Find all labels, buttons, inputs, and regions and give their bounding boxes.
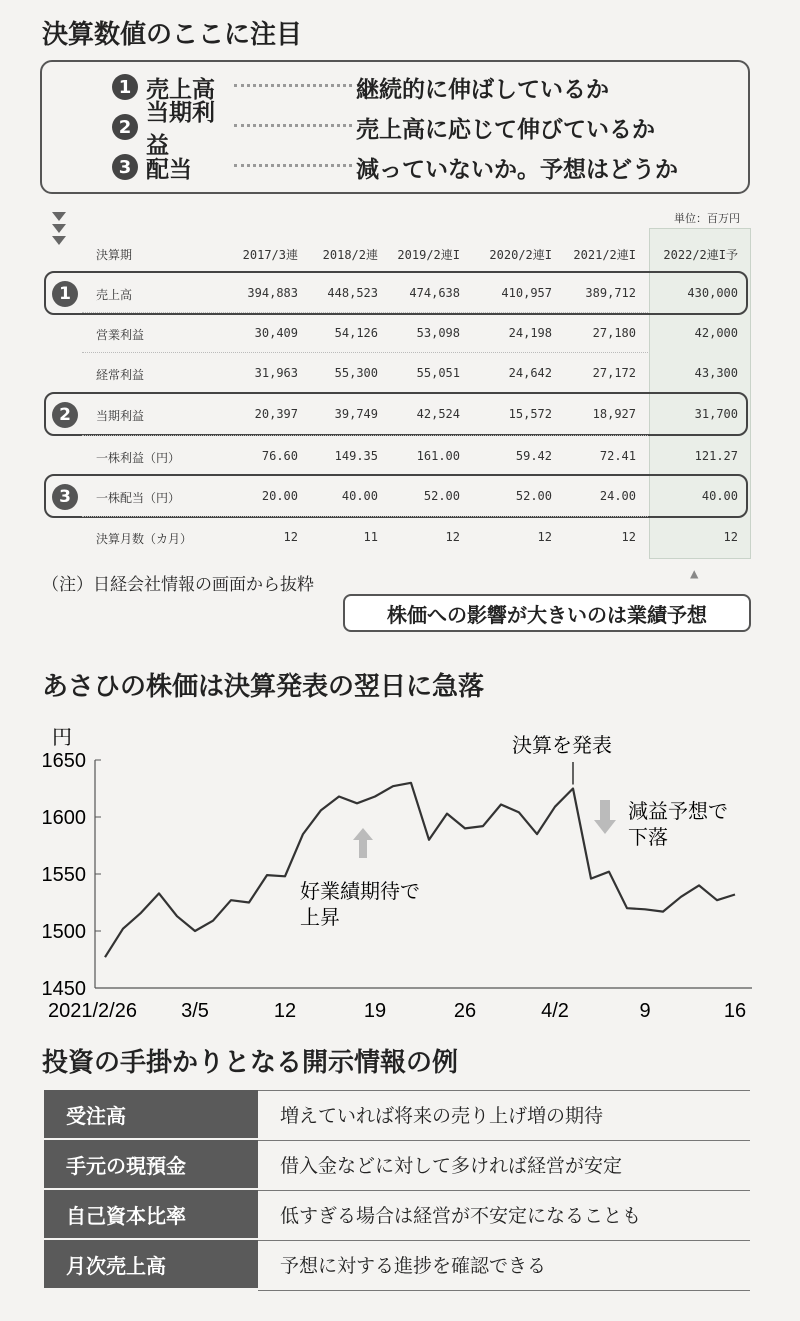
table-cell: 52.00 [423,489,460,503]
table-cell: 12 [283,530,298,544]
source-note: （注）日経会社情報の画面から抜粋 [42,575,314,595]
table-cell: 12 [723,530,738,544]
table-cell: 30,409 [254,326,298,340]
table-cell: 55,051 [416,366,460,380]
up-arrow-icon [353,828,373,858]
key-points-box [40,60,750,194]
unit-label: 単位：百万円 [674,212,740,225]
table-cell: 12 [621,530,636,544]
section2-title: あさひの株価は決算発表の翌日に急落 [42,672,485,702]
disclosure-desc: 借入金などに対して多ければ経営が安定 [258,1140,750,1188]
table-cell: 20,397 [254,407,298,421]
table-cell: 15,572 [508,407,552,421]
disclosure-row [44,1190,750,1238]
leader-dots [234,124,352,127]
row-label: 売上高 [96,288,133,302]
section3-title: 投資の手掛かりとなる開示情報の例 [42,1048,459,1078]
callout-box [343,594,751,632]
table-cell: 53,098 [416,326,460,340]
row-separator [82,516,648,517]
row-label: 経常利益 [96,368,145,382]
annotation-announcement: 決算を発表 [512,735,612,757]
key-point-desc: 継続的に伸ばしているか [356,76,609,103]
row-separator [82,435,648,436]
key-point-desc: 売上高に応じて伸びているか [356,116,655,143]
row-label: 一株配当（円） [96,491,181,505]
leader-dots [234,84,352,87]
x-tick-label: 2021/2/26 [48,1000,137,1022]
x-tick-label: 9 [639,1000,651,1022]
table-cell: 149.35 [334,449,378,463]
x-tick-label: 19 [363,1000,387,1022]
table-cell: 42,000 [694,326,738,340]
table-cell: 27,180 [592,326,636,340]
table-cell: 24,642 [508,366,552,380]
table-cell: 389,712 [585,286,636,300]
y-tick-label: 1600 [41,807,86,829]
table-cell: 72.41 [599,449,636,463]
table-cell: 40.00 [341,489,378,503]
y-ticks [42,750,102,1000]
table-cell: 12 [445,530,460,544]
y-tick-label: 1500 [41,921,86,943]
table-cell: 394,883 [247,286,298,300]
table-cell: 12 [537,530,552,544]
table-cell: 161.00 [416,449,460,463]
x-tick-label: 3/5 [181,1000,209,1022]
key-point [112,100,655,159]
disclosure-row [44,1140,750,1188]
row-label: 決算月数（カ月） [96,532,193,546]
row-label: 当期利益 [96,409,145,423]
column-header: 2017/3連 [242,248,298,262]
down-arrow-icon [594,800,616,834]
key-point-label: 配当 [146,156,192,183]
table-cell: 40.00 [701,489,738,503]
section1-title: 決算数値のここに注目 [42,20,303,50]
row-separator [82,352,648,353]
table-cell: 474,638 [409,286,460,300]
table-cell: 11 [363,530,378,544]
disclosure-label: 自己資本比率 [44,1190,258,1238]
key-point [112,149,678,185]
table-cell: 430,000 [687,286,738,300]
table-cell: 18,927 [592,407,636,421]
table-cell: 27,172 [592,366,636,380]
number-badge: 2 [52,402,78,428]
disclosure-label: 手元の現預金 [44,1140,258,1188]
leader-dots [234,164,352,167]
x-tick-label: 26 [453,1000,477,1022]
disclosure-desc: 低すぎる場合は経営が不安定になることも [258,1190,750,1238]
table-header-label: 決算期 [96,248,133,262]
disclosure-row [44,1240,750,1288]
x-tick-label: 16 [723,1000,747,1022]
y-tick-label: 1550 [41,864,86,886]
number-badge: 2 [112,114,138,140]
row-label: 一株利益（円） [96,451,181,465]
key-point-label: 当期利益 [146,100,215,159]
x-tick-label: 4/2 [541,1000,569,1022]
column-header: 2018/2連 [322,248,378,262]
table-cell: 76.60 [261,449,298,463]
table-cell: 43,300 [694,366,738,380]
table-cell: 39,749 [334,407,378,421]
callout-text: 株価への影響が大きいのは業績予想 [387,602,707,627]
x-ticks [48,1000,746,1022]
table-cell: 31,963 [254,366,298,380]
table-cell: 24.00 [599,489,636,503]
y-tick-label: 1450 [41,978,86,1000]
column-header: 2019/2連I [397,248,460,262]
disclosure-desc: 予想に対する進捗を確認できる [258,1240,750,1288]
column-header: 2020/2連I [489,248,552,262]
table-cell: 59.42 [515,449,552,463]
number-badge: 1 [112,74,138,100]
table-cell: 42,524 [416,407,460,421]
y-unit-label: 円 [52,727,72,749]
disclosure-label: 月次売上高 [44,1240,258,1288]
key-point-label: 売上高 [146,76,215,103]
table-cell: 31,700 [694,407,738,421]
column-header: 2022/2連I予 [663,248,738,262]
disclosure-desc: 増えていれば将来の売り上げ増の期待 [258,1090,750,1138]
table-cell: 24,198 [508,326,552,340]
table-cell: 410,957 [501,286,552,300]
number-badge: 3 [52,484,78,510]
row-label: 営業利益 [96,328,145,342]
table-cell: 20.00 [261,489,298,503]
annotation-fall-line1: 減益予想で [628,801,728,823]
table-cell: 52.00 [515,489,552,503]
disclosure-row [44,1090,750,1138]
down-arrow-icon [52,212,66,245]
y-tick-label: 1650 [41,750,86,772]
number-badge: 3 [112,154,138,180]
table-cell: 121.27 [694,449,738,463]
annotation-fall-line2: 下落 [628,827,668,849]
annotation-rise-line2: 上昇 [300,907,340,929]
up-arrow-icon: ▲ [690,566,699,582]
column-header: 2021/2連I [573,248,636,262]
table-cell: 55,300 [334,366,378,380]
annotation-rise-line1: 好業績期待で [300,881,420,903]
x-tick-label: 12 [273,1000,297,1022]
number-badge: 1 [52,281,78,307]
key-point-desc: 減っていないか。予想はどうか [356,156,678,183]
row-separator [82,312,648,313]
disclosure-label: 受注高 [44,1090,258,1138]
stock-price-chart [0,720,800,1030]
table-cell: 448,523 [327,286,378,300]
table-cell: 54,126 [334,326,378,340]
table-bottom-rule [258,1290,750,1291]
